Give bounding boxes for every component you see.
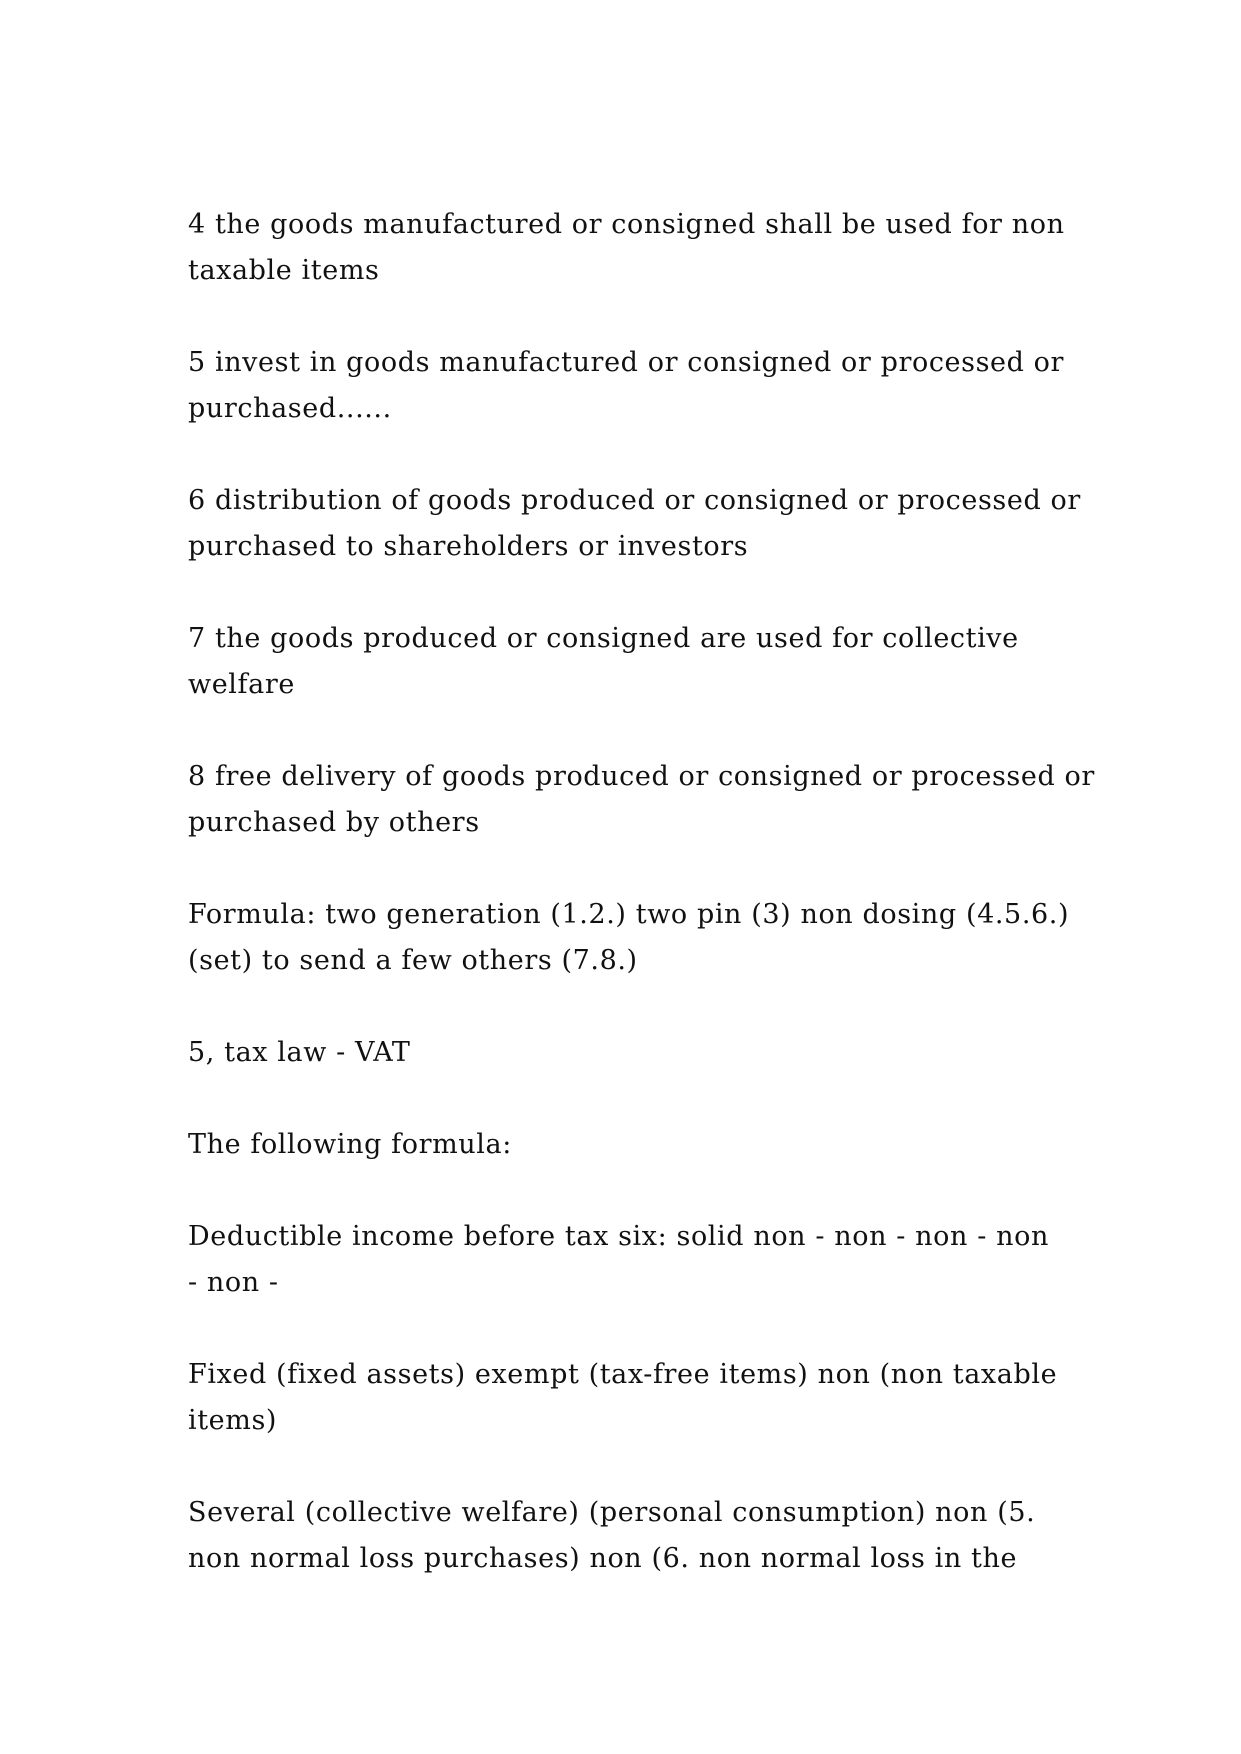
paragraph-line: 7 the goods produced or consigned are used for collective <box>188 623 1019 654</box>
paragraph-line: - non - <box>188 1267 279 1298</box>
paragraph-deductible-income <box>188 1214 1068 1306</box>
paragraph-item-6 <box>188 478 1081 570</box>
paragraph-line: items) <box>188 1405 278 1436</box>
paragraph-line: purchased...... <box>188 393 392 424</box>
paragraph-line: The following formula: <box>188 1129 512 1160</box>
paragraph-item-5 <box>188 340 1068 432</box>
paragraph-line: taxable items <box>188 255 380 286</box>
paragraph-line: 4 the goods manufactured or consigned shall be used for non <box>188 209 1065 240</box>
paragraph-line: purchased to shareholders or investors <box>188 531 749 562</box>
paragraph-line: 5, tax law - VAT <box>188 1037 411 1068</box>
paragraph-line: 6 distribution of goods produced or consigned or processed or <box>188 485 1081 516</box>
paragraph-line: (set) to send a few others (7.8.) <box>188 945 638 976</box>
paragraph-line: 5 invest in goods manufactured or consigned or processed or <box>188 347 1065 378</box>
paragraph-formula <box>188 892 1068 984</box>
paragraph-line: Several (collective welfare) (personal consumption) non (5. <box>188 1497 1036 1528</box>
paragraph-item-7 <box>188 616 1068 708</box>
paragraph-several <box>188 1490 1068 1582</box>
document-body <box>188 202 1095 1628</box>
paragraph-line: Fixed (fixed assets) exempt (tax-free items) non (non taxable <box>188 1359 1058 1390</box>
paragraph-line: welfare <box>188 669 295 700</box>
paragraph-item-4 <box>188 202 1068 294</box>
paragraph-line: Deductible income before tax six: solid non - non - non - non <box>188 1221 1049 1252</box>
paragraph-line: Formula: two generation (1.2.) two pin (3) non dosing (4.5.6.) <box>188 899 1070 930</box>
paragraph-item-8 <box>188 754 1095 846</box>
paragraph-line: non normal loss purchases) non (6. non normal loss in the <box>188 1543 1018 1574</box>
paragraph-following-formula <box>188 1122 1068 1168</box>
section-heading-vat <box>188 1030 1068 1076</box>
paragraph-line: 8 free delivery of goods produced or consigned or processed or <box>188 761 1095 792</box>
paragraph-line: purchased by others <box>188 807 480 838</box>
paragraph-fixed-assets <box>188 1352 1068 1444</box>
